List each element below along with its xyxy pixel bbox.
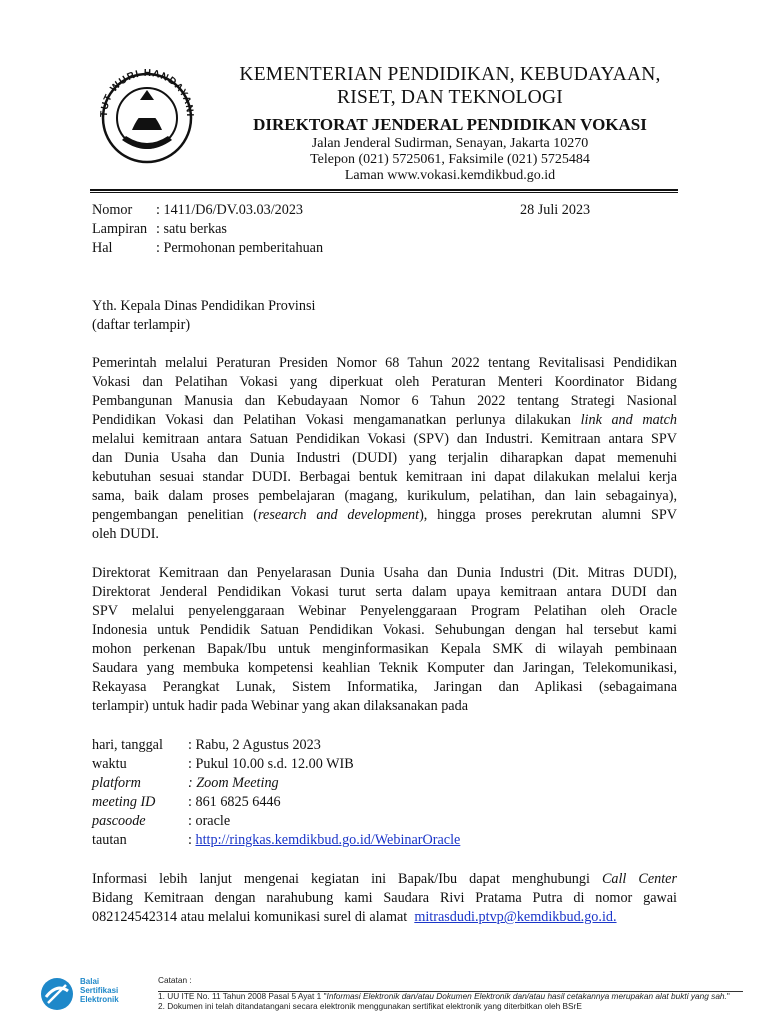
para1-line: sama, baik dalam proses pembelajaran (magang, kurikulum, pelatihan, dan lain sebagainya), [92,488,677,504]
letterhead-divider-thin [90,192,678,193]
schedule-label: pascoode [92,813,146,829]
para3-line: Bidang Kemitraan dengan narahubung kami Saudara Rivi Pratama Putra di nomor gawai [92,890,677,906]
letterhead-directorate: DIREKTORAT JENDERAL PENDIDIKAN VOKASI [253,115,647,134]
para1-line: Vokasi dan Pelatihan Vokasi yang diperkuat oleh Peraturan Menteri Koordinator Bidang [92,374,677,390]
email-link[interactable]: mitrasdudi.ptvp@kemdikbud.go.id. [414,909,617,925]
letterhead-divider [90,189,678,191]
lampiran-label: Lampiran [92,221,148,237]
lampiran-value: : satu berkas [156,221,227,237]
footer-divider [158,991,743,992]
bsre-text: Elektronik [80,995,119,1004]
para3-italic: Call Center [601,871,677,887]
schedule-label: platform [92,775,141,791]
catatan-title: Catatan : [158,975,192,985]
para3-line [92,908,617,927]
footer-note1 [158,991,730,1001]
footer-notes [158,975,730,1011]
para3-line [92,870,677,889]
schedule-label: tautan [92,832,127,848]
para1-line: dan Dunia Usaha dan Dunia Industri (DUDI) yang terjalin diharapkan dapat memenuhi [92,450,677,466]
para2-line: terlampir) untuk hadir pada Webinar yang akan dilaksanakan pada [92,698,468,714]
recipient-line2: (daftar terlampir) [92,317,191,333]
letterhead-website: Laman www.vokasi.kemdikbud.go.id [344,168,556,183]
hal-value: : Permohonan pemberitahuan [156,240,324,256]
note1-text: 1. UU ITE No. 11 Tahun 2008 Pasal 5 Ayat 1 " [158,991,327,1001]
bsre-text: Balai [80,977,100,986]
schedule-label: hari, tanggal [92,737,163,753]
nomor-label: Nomor [92,202,133,218]
letterhead-phone: Telepon (021) 5725061, Faksimile (021) 5725484 [310,152,590,167]
webinar-link[interactable]: http://ringkas.kemdikbud.go.id/WebinarOracle [195,832,461,848]
schedule-label: meeting ID [92,794,156,810]
letterhead-ministry-line2: RISET, DAN TEKNOLOGI [337,87,563,108]
tut-wuri-handayani-logo [92,60,202,170]
recipient-line1: Yth. Kepala Dinas Pendidikan Provinsi [92,298,316,314]
tautan-colon: : [188,832,196,848]
schedule-value-tautan [188,831,460,850]
para2-line: Saudara yang membuka kompetensi keahlian Teknik Komputer dan Jaringan, Telekomunikasi, [92,660,677,676]
para1-line [92,506,677,525]
para1-text: pengembangan penelitian ( [92,507,259,523]
logo-motto: TUT WURI HANDAYANI [98,67,196,118]
para2-line: Direktorat Jenderal Pendidikan Vokasi turut serta dalam upaya kemitraan antara DUDI dan [92,584,677,600]
para2-line: Direktorat Kemitraan dan Penyelarasan Dunia Usaha dan Dunia Industri (Dit. Mitras DUDI), [92,565,677,581]
para1-line: Pemerintah melalui Peraturan Presiden Nomor 68 Tahun 2022 tentang Revitalisasi Pendidikan [92,355,677,371]
para1-line: melalui kemitraan antara Satuan Pendidikan Vokasi (SPV) dan Industri. Kemitraan antara SPV [92,431,677,447]
footer-note2: 2. Dokumen ini telah ditandatangani secara elektronik menggunakan sertifikat elektronik yang diterbitkan oleh BSrE [158,1001,582,1011]
para1-italic: research and development [258,507,420,523]
para1-line: oleh DUDI. [92,526,159,542]
para3-text: 082124542314 atau melalui komunikasi surel di alamat [92,909,408,925]
note1-text: " [726,991,730,1001]
schedule-value: : 861 6825 6446 [188,794,281,810]
para3-text: Informasi lebih lanjut mengenai kegiatan ini Bapak/Ibu dapat menghubungi [92,871,590,887]
schedule-label: waktu [92,756,127,772]
schedule-value: : Rabu, 2 Agustus 2023 [188,737,321,753]
hal-label: Hal [92,240,113,256]
para2-line: mohon perkenan Bapak/Ibu untuk menginformasikan Kepala SMK di wilayah pembinaan [92,641,677,657]
para2-line: Indonesia untuk Pendidik Satuan Pendidikan Vokasi. Sehubungan dengan hal tersebut kami [92,622,677,638]
schedule-value: : oracle [188,813,231,829]
letterhead-address: Jalan Jenderal Sudirman, Senayan, Jakarta 10270 [311,136,589,151]
para1-text: Pendidikan Vokasi dan Pelatihan Vokasi mengamanatkan perlunya dilakukan [92,412,571,428]
para1-italic: link and match [580,412,677,428]
note1-italic: Informasi Elektronik dan/atau Dokumen Elektronik dan/atau hasil cetakannya merupakan alat bukti yang sah. [326,991,727,1001]
schedule-value: : Pukul 10.00 s.d. 12.00 WIB [188,756,354,772]
para2-line: SPV melalui penyelenggaraan Webinar Penyelenggaraan Program Pelatihan oleh Oracle [92,603,677,619]
para1-text: ), hingga proses perekrutan alumni SPV [419,507,678,523]
letter-date: 28 Juli 2023 [520,202,591,218]
bsre-text: Sertifikasi [80,986,119,995]
letterhead-ministry-line1: KEMENTERIAN PENDIDIKAN, KEBUDAYAAN, [239,64,661,85]
bsre-logo [38,975,158,1015]
para1-line [92,411,677,430]
schedule-value: : Zoom Meeting [188,775,279,791]
bsre-icon [38,975,76,1013]
para1-line: kebutuhan sesuai standar DUDI. Berbagai bentuk kemitraan ini dapat dilakukan melalui kerja [92,469,677,485]
para1-line: Pembangunan Manusia dan Kebudayaan Nomor 6 Tahun 2022 tentang Strategi Nasional [92,393,677,409]
para2-line: Rekayasa Perangkat Lunak, Sistem Informatika, Jaringan dan Aplikasi (sebagaimana [92,679,677,695]
nomor-value: : 1411/D6/DV.03.03/2023 [156,202,304,218]
